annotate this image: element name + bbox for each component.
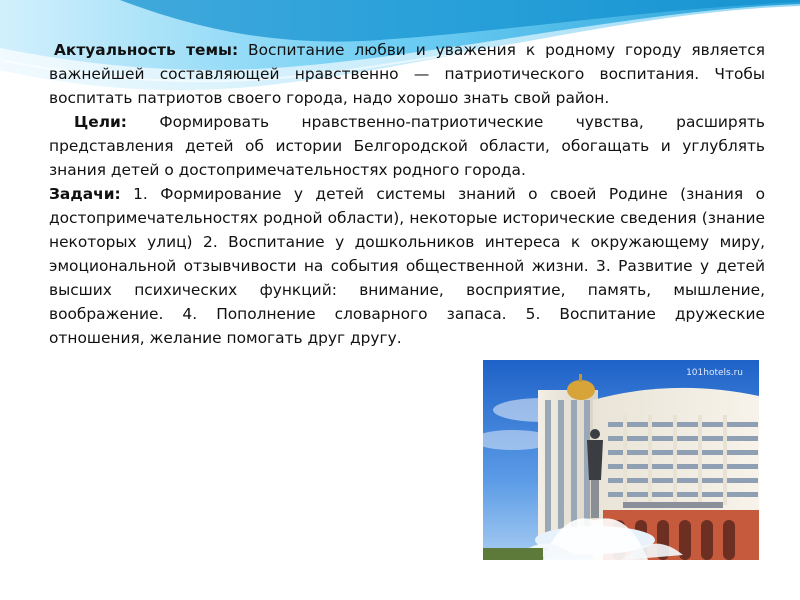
relevance-label: Актуальность темы: bbox=[54, 41, 239, 59]
goals-paragraph bbox=[49, 110, 765, 182]
relevance-paragraph bbox=[49, 38, 765, 110]
slide-body-text bbox=[49, 38, 765, 350]
university-building-photo bbox=[483, 360, 759, 560]
photo-watermark: 101hotels.ru bbox=[686, 368, 743, 378]
tasks-paragraph bbox=[49, 182, 765, 350]
photo-illustration bbox=[483, 360, 759, 560]
tasks-label: Задачи: bbox=[49, 185, 121, 203]
goals-text: Формировать нравственно-патриотические чувства, расширять представления детей об истории Белгородской области, обогащать и углублять знания детей о достопримечательностях родного города. bbox=[49, 113, 765, 179]
goals-label: Цели: bbox=[74, 113, 127, 131]
relevance-text: Воспитание любви и уважения к родному городу является важнейшей составляющей нравственно — патриотического воспитания. Чтобы воспитать патриотов своего города, надо хорошо знать свой район. bbox=[49, 41, 765, 107]
tasks-text: 1. Формирование у детей системы знаний о своей Родине (знания о достопримечательностях родной области), некоторые исторические сведения (знание некоторых улиц) 2. Воспитание у дошкольников интереса к окружающему миру, эмоциональной отзывчивости на события общественной жизни. 3. Развитие у детей высших психических функций: внимание, восприятие, память, мышление, воображение. 4. Пополнение словарного запаса. 5. Воспитание дружеские отношения, желание помогать друг другу. bbox=[49, 185, 765, 347]
